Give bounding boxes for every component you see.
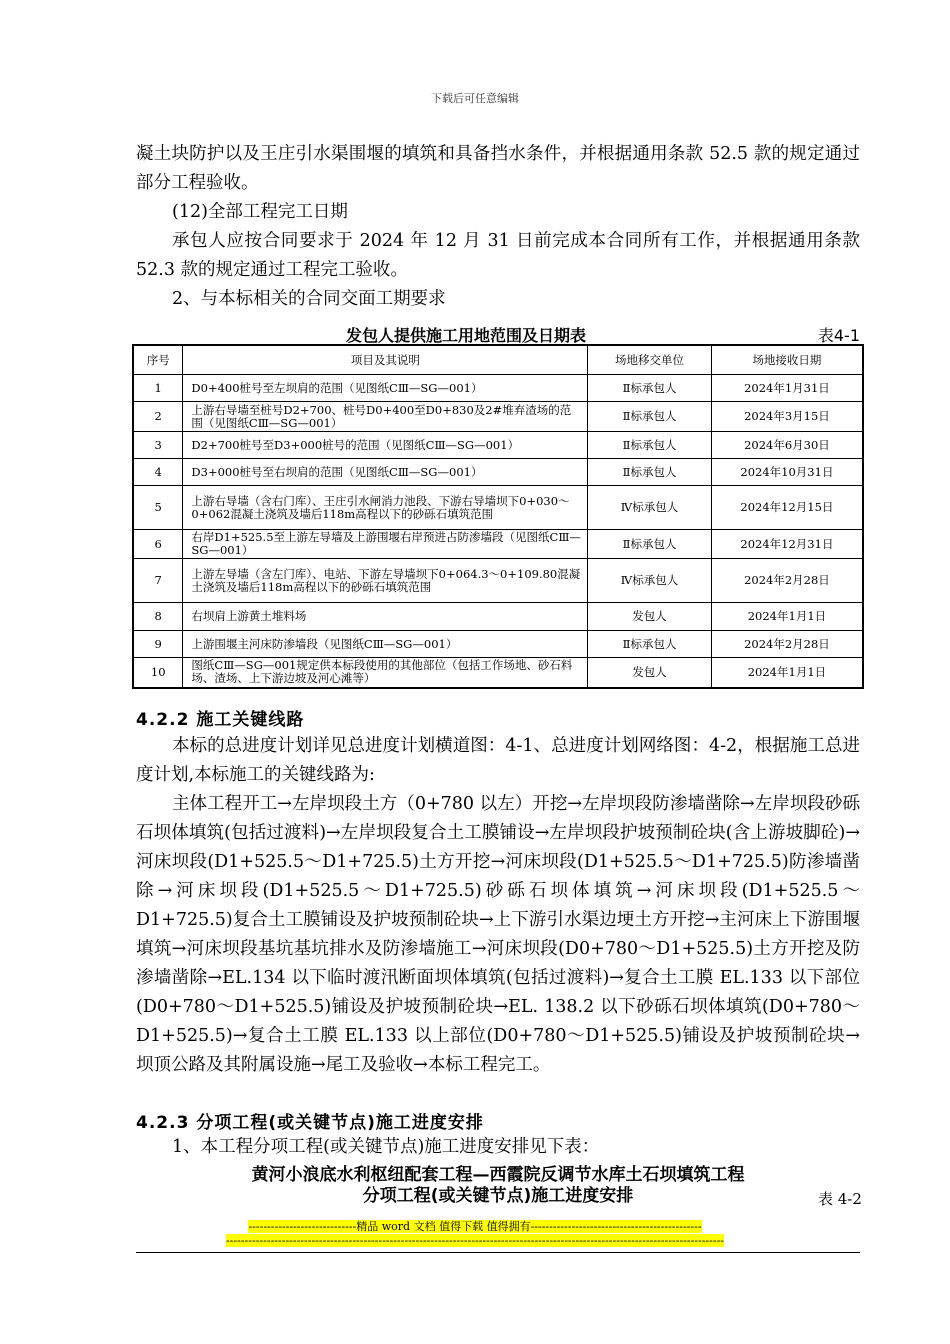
row-description: 上游围堰主河床防渗墙段（见图纸CⅢ—SG—001） xyxy=(183,631,588,658)
row-description: 上游右导墙至桩号D2+700、桩号D0+400至D0+830及2#堆弃渣场的范围（见图纸CⅢ—SG—001） xyxy=(183,402,588,432)
row-description: 上游左导墙（含左门库）、电站、下游左导墙坝下0+064.3～0+109.80混凝土浇筑及墙后118m高程以下的砂砾石填筑范围 xyxy=(183,559,588,603)
column-header: 场地接收日期 xyxy=(711,345,863,375)
row-number: 10 xyxy=(133,658,183,688)
row-unit: Ⅱ标承包人 xyxy=(588,631,712,658)
table-row xyxy=(133,530,863,559)
paragraph: 2、与本标相关的合同交面工期要求 xyxy=(172,289,446,309)
row-unit: 发包人 xyxy=(588,658,712,688)
table-number: 表4-1 xyxy=(817,326,860,345)
row-unit: Ⅱ标承包人 xyxy=(588,530,712,559)
critical-path-paragraph: 主体工程开工→左岸坝段土方（0+780 以左）开挖→左岸坝段防渗墙凿除→左岸坝段砂砾石坝体填筑(包括过渡料)→左岸坝段复合土工膜铺设→左岸坝段护坡预制砼块(含上游坡脚砼)→河床坝段(D1+525.5～D1+725.5)土方开挖→河床坝段(D1+525.5～D1+725.5)防渗墙凿除→河床坝段(D1+525.5～D1+725.5)砂砾石坝体填筑→河床坝段(D1+525.5～D1+725.5)复合土工膜铺设及护坡预制砼块→上下游引水渠边埂土方开挖→主河床上下游围堰填筑→河床坝段基坑基坑排水及防渗墙施工→河床坝段(D0+780～D1+525.5)土方开挖及防渗墙凿除→EL.134 以下临时渡汛断面坝体填筑(包括过渡料)→复合土工膜 EL.133 以下部位(D0+780～D1+525.5)铺设及护坡预制砼块→EL. 138.2 以下砂砾石坝体填筑(D0+780～D1+525.5)→复合土工膜 EL.133 以上部位(D0+780～D1+525.5)铺设及护坡预制砼块→坝顶公路及其附属设施→尾工及验收→本标工程完工。 xyxy=(136,794,860,1075)
paragraph: (12)全部工程完工日期 xyxy=(172,202,348,222)
row-date: 2024年1月31日 xyxy=(711,375,863,402)
table-row xyxy=(133,432,863,459)
row-number: 8 xyxy=(133,603,183,631)
section-heading-4-2-3: 4.2.3 分项工程(或关键节点)施工进度安排 xyxy=(136,1113,484,1133)
row-unit: Ⅳ标承包人 xyxy=(588,559,712,603)
table-4-2-title-line2: 分项工程(或关键节点)施工进度安排 xyxy=(362,1186,634,1206)
table-header-row xyxy=(133,345,863,375)
table-title-text: 发包人提供施工用地范围及日期表 xyxy=(345,326,586,345)
footer-text: -----------------------------精品 word 文档 值得下载 值得拥有---------------------------------------------- xyxy=(248,1220,702,1233)
table-row xyxy=(133,631,863,658)
table-row xyxy=(133,658,863,688)
row-date: 2024年1月1日 xyxy=(711,603,863,631)
row-description: 右坝肩上游黄土堆料场 xyxy=(183,603,588,631)
footer-dashes: -------------------------------------------------------------------------------------------------------------------------------------- xyxy=(225,1234,725,1247)
row-date: 2024年1月1日 xyxy=(711,658,863,688)
table-row xyxy=(133,375,863,402)
row-unit: Ⅱ标承包人 xyxy=(588,402,712,432)
section-4-2-3-body xyxy=(136,1133,860,1162)
table-row xyxy=(133,459,863,486)
table-row xyxy=(133,603,863,631)
column-header: 场地移交单位 xyxy=(588,345,712,375)
row-number: 5 xyxy=(133,486,183,530)
table-row xyxy=(133,559,863,603)
paragraph: 承包人应按合同要求于 2024 年 12 月 31 日前完成本合同所有工作，并根据通用条款 52.3 款的规定通过工程完工验收。 xyxy=(136,231,860,280)
row-description: 右岸D1+525.5至上游左导墙及上游围堰右岸预进占防渗墙段（见图纸CⅢ—SG—001） xyxy=(183,530,588,559)
paragraph: 凝土块防护以及王庄引水渠围堰的填筑和具备挡水条件，并根据通用条款 52.5 款的规定通过部分工程验收。 xyxy=(136,144,860,193)
paragraph: 本标的总进度计划详见总进度计划横道图：4-1、总进度计划网络图：4-2，根据施工总进度计划,本标施工的关键线路为: xyxy=(136,736,860,785)
header-note: 下载后可任意编辑 xyxy=(431,92,519,105)
column-header: 项目及其说明 xyxy=(183,345,588,375)
row-unit: Ⅱ标承包人 xyxy=(588,459,712,486)
row-number: 4 xyxy=(133,459,183,486)
site-handover-table xyxy=(132,344,864,689)
row-description: 图纸CⅢ—SG—001规定供本标段使用的其他部位（包括工作场地、砂石料场、渣场、上下游边坡及河心滩等） xyxy=(183,658,588,688)
footer-rule xyxy=(136,1252,860,1253)
paragraph: 1、本工程分项工程(或关键节点)施工进度安排见下表： xyxy=(172,1137,600,1157)
table-row xyxy=(133,402,863,432)
row-date: 2024年2月28日 xyxy=(711,559,863,603)
row-description: D0+400桩号至左坝肩的范围（见图纸CⅢ—SG—001） xyxy=(183,375,588,402)
row-number: 2 xyxy=(133,402,183,432)
row-number: 3 xyxy=(133,432,183,459)
section-4-2-2-body xyxy=(136,732,860,1080)
row-unit: Ⅱ标承包人 xyxy=(588,432,712,459)
row-number: 9 xyxy=(133,631,183,658)
row-description: D3+000桩号至右坝肩的范围（见图纸CⅢ—SG—001） xyxy=(183,459,588,486)
row-description: 上游右导墙（含右门库）、王庄引水闸消力池段、下游右导墙坝下0+030～0+062混凝土浇筑及墙后118m高程以下的砂砾石填筑范围 xyxy=(183,486,588,530)
row-number: 6 xyxy=(133,530,183,559)
footer-dash-line xyxy=(0,1234,950,1247)
row-date: 2024年3月15日 xyxy=(711,402,863,432)
row-date: 2024年6月30日 xyxy=(711,432,863,459)
column-header: 序号 xyxy=(133,345,183,375)
row-unit: Ⅱ标承包人 xyxy=(588,375,712,402)
row-date: 2024年12月15日 xyxy=(711,486,863,530)
table-number: 表 4-2 xyxy=(818,1190,862,1208)
row-date: 2024年10月31日 xyxy=(711,459,863,486)
row-date: 2024年2月28日 xyxy=(711,631,863,658)
section-heading-4-2-2: 4.2.2 施工关键线路 xyxy=(136,710,305,730)
row-number: 1 xyxy=(133,375,183,402)
top-paragraphs xyxy=(136,140,860,314)
row-description: D2+700桩号至D3+000桩号的范围（见图纸CⅢ—SG—001） xyxy=(183,432,588,459)
table-4-2-title-line1: 黄河小浪底水利枢纽配套工程—西霞院反调节水库土石坝填筑工程 xyxy=(251,1165,745,1185)
table-4-1-title xyxy=(136,323,860,345)
table-row xyxy=(133,486,863,530)
row-date: 2024年12月31日 xyxy=(711,530,863,559)
footer-watermark-line xyxy=(0,1218,950,1234)
row-unit: Ⅳ标承包人 xyxy=(588,486,712,530)
row-number: 7 xyxy=(133,559,183,603)
row-unit: 发包人 xyxy=(588,603,712,631)
